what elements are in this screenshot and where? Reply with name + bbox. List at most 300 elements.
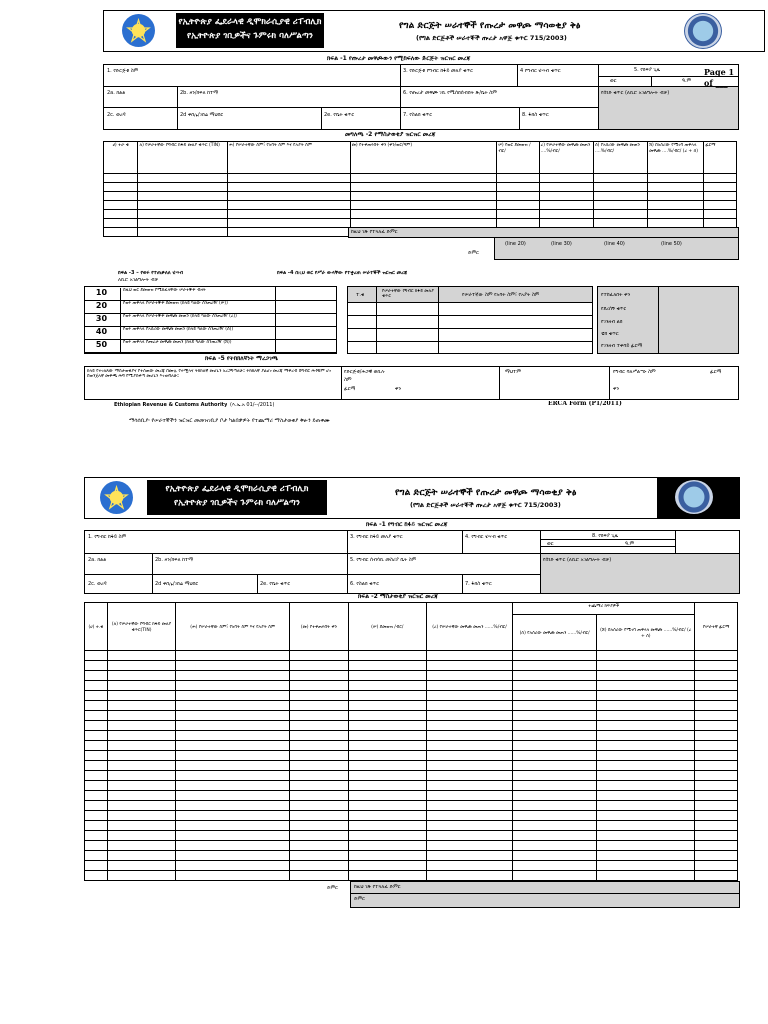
p2-row-cell[interactable] — [426, 651, 512, 661]
p2-row-cell[interactable] — [426, 761, 512, 771]
p2-row-cell[interactable] — [176, 841, 290, 851]
p2-row-cell[interactable] — [348, 821, 426, 831]
p1-row-cell[interactable] — [228, 210, 351, 219]
p2-row-cell[interactable] — [426, 731, 512, 741]
p2-row-cell[interactable] — [85, 761, 108, 771]
p2-row-cell[interactable] — [107, 711, 175, 721]
p1-row-cell[interactable] — [497, 201, 539, 210]
p2-row-cell[interactable] — [176, 861, 290, 871]
p2-row-cell[interactable] — [176, 661, 290, 671]
p2-row-cell[interactable] — [597, 731, 695, 741]
field-phone[interactable]: 7. የስልክ ቁጥር — [403, 112, 433, 118]
agent-date-field[interactable]: ቀን — [395, 386, 401, 392]
p2-row-cell[interactable] — [597, 721, 695, 731]
p2-row-cell[interactable] — [426, 741, 512, 751]
p2-row-cell[interactable] — [513, 711, 597, 721]
p2-row-cell[interactable] — [513, 781, 597, 791]
p2-row-cell[interactable] — [85, 821, 108, 831]
p2-row-cell[interactable] — [695, 671, 738, 681]
p2-row-cell[interactable] — [107, 751, 175, 761]
p2-row-cell[interactable] — [348, 791, 426, 801]
p2-row-cell[interactable] — [426, 701, 512, 711]
p2-row-cell[interactable] — [695, 831, 738, 841]
p2-row-cell[interactable] — [290, 861, 349, 871]
field-year[interactable]: ዓ.ም — [625, 541, 635, 547]
p2-row-cell[interactable] — [85, 691, 108, 701]
p1-row-cell[interactable] — [350, 210, 496, 219]
field-fax[interactable]: 7. ፋክስ ቁጥር — [465, 581, 492, 587]
p1-row-cell[interactable] — [104, 219, 138, 228]
p2-row-cell[interactable] — [176, 711, 290, 721]
p1-row-cell[interactable] — [350, 201, 496, 210]
p2-row-cell[interactable] — [85, 651, 108, 661]
p2-row-cell[interactable] — [426, 801, 512, 811]
p1-row-cell[interactable] — [539, 174, 593, 183]
p2-row-cell[interactable] — [695, 731, 738, 741]
field-tax-account[interactable]: 4 የግብር ሂሣብ ቁጥር — [520, 68, 561, 74]
p1-row-cell[interactable] — [138, 174, 228, 183]
p2-row-cell[interactable] — [348, 781, 426, 791]
p2-row-cell[interactable] — [85, 861, 108, 871]
p1-row-cell[interactable] — [228, 183, 351, 192]
p1-row-cell[interactable] — [593, 174, 647, 183]
p2-row-cell[interactable] — [176, 781, 290, 791]
p1-row-cell[interactable] — [138, 210, 228, 219]
p2-row-cell[interactable] — [426, 781, 512, 791]
p2-row-cell[interactable] — [597, 751, 695, 761]
p2-row-cell[interactable] — [513, 871, 597, 881]
p2-row-cell[interactable] — [290, 751, 349, 761]
p2-row-cell[interactable] — [597, 651, 695, 661]
p1-row-cell[interactable] — [704, 183, 737, 192]
p2-row-cell[interactable] — [426, 771, 512, 781]
p2-row-cell[interactable] — [107, 821, 175, 831]
p2-row-cell[interactable] — [426, 831, 512, 841]
p1-row-cell[interactable] — [539, 192, 593, 201]
p2-row-cell[interactable] — [695, 681, 738, 691]
p2-row-cell[interactable] — [513, 691, 597, 701]
p2-row-cell[interactable] — [695, 661, 738, 671]
p2-row-cell[interactable] — [597, 771, 695, 781]
p2-row-cell[interactable] — [85, 801, 108, 811]
p2-row-cell[interactable] — [85, 741, 108, 751]
p2-row-cell[interactable] — [426, 661, 512, 671]
p2-row-cell[interactable] — [176, 701, 290, 711]
p2-row-cell[interactable] — [695, 771, 738, 781]
p2-row-cell[interactable] — [107, 841, 175, 851]
agent-name-field[interactable]: ስም — [344, 377, 352, 383]
p2-row-cell[interactable] — [695, 811, 738, 821]
p2-row-cell[interactable] — [176, 771, 290, 781]
p1-row-cell[interactable] — [648, 210, 704, 219]
p1-row-cell[interactable] — [648, 192, 704, 201]
p2-row-cell[interactable] — [290, 821, 349, 831]
p2-row-cell[interactable] — [107, 681, 175, 691]
p2-row-cell[interactable] — [426, 851, 512, 861]
field-phone[interactable]: 6. የስልክ ቁጥር — [350, 581, 380, 587]
p2-row-cell[interactable] — [513, 801, 597, 811]
p2-row-cell[interactable] — [348, 721, 426, 731]
p2-row-cell[interactable] — [290, 841, 349, 851]
p1-row-cell[interactable] — [138, 219, 228, 228]
p2-row-cell[interactable] — [85, 721, 108, 731]
p2-row-cell[interactable] — [348, 731, 426, 741]
p2-row-cell[interactable] — [290, 811, 349, 821]
p2-row-cell[interactable] — [695, 861, 738, 871]
summary-line-value[interactable] — [275, 300, 337, 313]
p2-row-cell[interactable] — [597, 831, 695, 841]
p2-row-cell[interactable] — [107, 871, 175, 881]
p2-row-cell[interactable] — [85, 681, 108, 691]
p2-row-cell[interactable] — [290, 731, 349, 741]
p1-row-cell[interactable] — [704, 174, 737, 183]
field-fax[interactable]: 8. ፋክስ ቁጥር — [522, 112, 549, 118]
p2-row-cell[interactable] — [348, 701, 426, 711]
p2-row-cell[interactable] — [695, 761, 738, 771]
summary-line-value[interactable] — [275, 287, 337, 300]
p2-row-cell[interactable] — [695, 801, 738, 811]
p2-row-cell[interactable] — [290, 851, 349, 861]
p2-row-cell[interactable] — [695, 841, 738, 851]
field-woreda[interactable]: 2c. ወረዳ — [88, 581, 107, 587]
p2-row-cell[interactable] — [348, 771, 426, 781]
p2-row-cell[interactable] — [426, 681, 512, 691]
p2-row-cell[interactable] — [290, 831, 349, 841]
p1-row-cell[interactable] — [228, 192, 351, 201]
p2-row-cell[interactable] — [513, 761, 597, 771]
officer-signature-field[interactable]: ፊርማ — [710, 369, 722, 375]
p2-row-cell[interactable] — [597, 691, 695, 701]
p2-row-cell[interactable] — [513, 661, 597, 671]
p2-row-cell[interactable] — [597, 821, 695, 831]
p2-row-cell[interactable] — [176, 851, 290, 861]
p1-row-cell[interactable] — [138, 201, 228, 210]
p2-row-cell[interactable] — [695, 871, 738, 881]
p2-row-cell[interactable] — [107, 741, 175, 751]
p2-row-cell[interactable] — [290, 691, 349, 701]
p1-row-cell[interactable] — [539, 210, 593, 219]
p2-row-cell[interactable] — [176, 681, 290, 691]
p1-row-cell[interactable] — [704, 210, 737, 219]
p2-row-cell[interactable] — [348, 671, 426, 681]
p2-row-cell[interactable] — [513, 821, 597, 831]
p2-row-cell[interactable] — [597, 801, 695, 811]
p2-row-cell[interactable] — [426, 751, 512, 761]
field-kebele[interactable]: 2d ቀበሌ/ገበሬ ማህበር — [180, 112, 224, 118]
p1-row-cell[interactable] — [228, 174, 351, 183]
p2-row-cell[interactable] — [290, 721, 349, 731]
field-house-number[interactable]: 2e. የቤት ቁጥር — [324, 112, 355, 118]
summary-line-value[interactable] — [275, 313, 337, 326]
field-month[interactable]: ወር — [610, 78, 617, 84]
p1-row-cell[interactable] — [104, 201, 138, 210]
p2-row-cell[interactable] — [348, 841, 426, 851]
p2-row-cell[interactable] — [176, 721, 290, 731]
p2-row-cell[interactable] — [695, 781, 738, 791]
p2-row-cell[interactable] — [85, 841, 108, 851]
p1-row-cell[interactable] — [648, 183, 704, 192]
p2-row-cell[interactable] — [348, 651, 426, 661]
p2-row-cell[interactable] — [290, 781, 349, 791]
p2-row-cell[interactable] — [597, 791, 695, 801]
field-company-tin[interactable]: 3. የድርጅቱ የግብር ከፋይ መለያ ቁጥር — [403, 68, 474, 74]
officer-date-field[interactable]: ቀን — [613, 386, 619, 392]
field-region[interactable]: 2a. ክልል — [88, 557, 107, 563]
p2-row-cell[interactable] — [597, 741, 695, 751]
p2-row-cell[interactable] — [426, 811, 512, 821]
p1-row-cell[interactable] — [704, 201, 737, 210]
field-taxpayer-tin[interactable]: 3. የግብር ከፋይ መለያ ቁጥር — [350, 534, 403, 540]
p1-row-cell[interactable] — [138, 183, 228, 192]
p2-row-cell[interactable] — [290, 661, 349, 671]
p2-row-cell[interactable] — [513, 751, 597, 761]
p2-row-cell[interactable] — [426, 871, 512, 881]
p2-row-cell[interactable] — [513, 841, 597, 851]
p2-row-cell[interactable] — [107, 781, 175, 791]
p2-row-cell[interactable] — [597, 681, 695, 691]
p2-row-cell[interactable] — [176, 651, 290, 661]
agent-signature-field[interactable]: ፊርማ — [344, 386, 356, 392]
p2-row-cell[interactable] — [107, 651, 175, 661]
p2-row-cell[interactable] — [85, 831, 108, 841]
p2-row-cell[interactable] — [426, 791, 512, 801]
p2-row-cell[interactable] — [176, 671, 290, 681]
field-collection-office[interactable]: 6. የጡረታ መዋጮ ገቢ የሚሰበሰብበት ጽ/ቤት ስም — [403, 90, 497, 96]
p2-row-cell[interactable] — [85, 791, 108, 801]
p1-row-cell[interactable] — [497, 210, 539, 219]
p2-row-cell[interactable] — [513, 721, 597, 731]
p2-row-cell[interactable] — [85, 781, 108, 791]
field-region[interactable]: 2a. ክልል — [107, 90, 126, 96]
p2-row-cell[interactable] — [176, 761, 290, 771]
p2-row-cell[interactable] — [290, 741, 349, 751]
p2-section2-title: ክፍል -2 ማስታወቂያ ዝርዝር መረጃ — [358, 593, 438, 600]
summary-line-value[interactable] — [275, 326, 337, 339]
p2-row-cell[interactable] — [597, 861, 695, 871]
p2-row-cell[interactable] — [348, 871, 426, 881]
p2-row-cell[interactable] — [107, 701, 175, 711]
p2-row-cell[interactable] — [513, 851, 597, 861]
p2-row-cell[interactable] — [597, 851, 695, 861]
p2-row-cell[interactable] — [176, 821, 290, 831]
p2-row-cell[interactable] — [695, 711, 738, 721]
p2-row-cell[interactable] — [107, 831, 175, 841]
p2-row-cell[interactable] — [348, 741, 426, 751]
p1-row-cell[interactable] — [593, 210, 647, 219]
p2-row-cell[interactable] — [290, 711, 349, 721]
p2-row-cell[interactable] — [176, 751, 290, 761]
p2-row-cell[interactable] — [597, 811, 695, 821]
col-tin: ለ) የሠራተኛው የግብር ከፋይ መለያ ቁጥር (TIN) — [138, 142, 228, 174]
p2-row-cell[interactable] — [426, 691, 512, 701]
p1-row-cell[interactable] — [648, 201, 704, 210]
p2-row-cell[interactable] — [85, 701, 108, 711]
p2-row-cell[interactable] — [107, 861, 175, 871]
field-payment-period[interactable]: 8. የክፍያ ጊዜ — [592, 533, 619, 539]
p2-row-cell[interactable] — [695, 741, 738, 751]
p1-row-cell[interactable] — [539, 183, 593, 192]
p1-row-cell[interactable] — [539, 201, 593, 210]
p2-row-cell[interactable] — [695, 721, 738, 731]
field-zone[interactable]: 2b. ዞን/ክፍለ ከተማ — [155, 557, 194, 563]
p2-row-cell[interactable] — [85, 661, 108, 671]
p1-row-cell[interactable] — [104, 210, 138, 219]
p2-row-cell[interactable] — [85, 671, 108, 681]
field-taxpayer-name[interactable]: 1. የግብር ከፋይ ስም — [88, 534, 127, 540]
p2-row-cell[interactable] — [107, 731, 175, 741]
p2-row-cell[interactable] — [597, 841, 695, 851]
p2-row-cell[interactable] — [695, 791, 738, 801]
p1-row-cell[interactable] — [593, 183, 647, 192]
p2-row-cell[interactable] — [85, 771, 108, 781]
p2-row-cell[interactable] — [85, 731, 108, 741]
p2-row-cell[interactable] — [597, 871, 695, 881]
p1-row-cell[interactable] — [593, 192, 647, 201]
p2-row-cell[interactable] — [513, 861, 597, 871]
p2-row-cell[interactable] — [513, 791, 597, 801]
p2-row-cell[interactable] — [348, 751, 426, 761]
p2-row-cell[interactable] — [107, 671, 175, 681]
p1-row-cell[interactable] — [497, 174, 539, 183]
p1-row-cell[interactable] — [104, 192, 138, 201]
p2-row-cell[interactable] — [107, 771, 175, 781]
p1-row-cell[interactable] — [350, 192, 496, 201]
p2-row-cell[interactable] — [290, 791, 349, 801]
p2-row-cell[interactable] — [426, 841, 512, 851]
p2-row-cell[interactable] — [695, 691, 738, 701]
p2-row-cell[interactable] — [85, 751, 108, 761]
field-woreda[interactable]: 2c. ወረዳ — [107, 112, 126, 118]
p2-row-cell[interactable] — [597, 671, 695, 681]
p2-row-cell[interactable] — [85, 811, 108, 821]
p2-row-cell[interactable] — [290, 681, 349, 691]
p1-row-cell[interactable] — [350, 183, 496, 192]
p2-row-cell[interactable] — [426, 721, 512, 731]
p2-row-cell[interactable] — [85, 711, 108, 721]
p2-row-cell[interactable] — [107, 661, 175, 671]
p2-row-cell[interactable] — [513, 671, 597, 681]
p2-row-cell[interactable] — [107, 801, 175, 811]
p2-row-cell[interactable] — [176, 791, 290, 801]
p2-row-cell[interactable] — [348, 811, 426, 821]
p2-row-cell[interactable] — [426, 821, 512, 831]
p1-row-cell[interactable] — [228, 201, 351, 210]
p1-row-cell[interactable] — [104, 174, 138, 183]
p2-row-cell[interactable] — [107, 811, 175, 821]
p2-row-cell[interactable] — [85, 851, 108, 861]
p1-row-cell[interactable] — [593, 201, 647, 210]
p2-row-cell[interactable] — [348, 711, 426, 721]
p1-row-cell[interactable] — [104, 228, 138, 237]
p2-row-cell[interactable] — [107, 791, 175, 801]
summary-line-value[interactable] — [275, 339, 337, 352]
field-company-name[interactable]: 1. የድርጅቱ ስም — [107, 68, 139, 74]
p2-row-cell[interactable] — [348, 681, 426, 691]
p1-row-cell[interactable] — [704, 192, 737, 201]
p2-row-cell[interactable] — [513, 731, 597, 741]
stamp-field[interactable]: ማህተም — [505, 369, 522, 375]
p2-row-cell[interactable] — [513, 831, 597, 841]
p2-row-cell[interactable] — [290, 651, 349, 661]
officer-name-field[interactable]: የግብር ባለሥልጣኑ ስም — [613, 369, 656, 375]
p2-row-cell[interactable] — [348, 691, 426, 701]
p2-row-cell[interactable] — [695, 651, 738, 661]
p1-row-cell[interactable] — [497, 183, 539, 192]
p2-row-cell[interactable] — [695, 751, 738, 761]
p2-row-cell[interactable] — [597, 701, 695, 711]
p1-row-cell[interactable] — [648, 174, 704, 183]
p2-row-cell[interactable] — [348, 801, 426, 811]
p2-row-cell[interactable] — [426, 861, 512, 871]
p2-row-cell[interactable] — [176, 741, 290, 751]
field-tax-account[interactable]: 4. የግብር ሂሣብ ቁጥር — [465, 534, 508, 540]
p2-row-cell[interactable] — [513, 701, 597, 711]
p1-row-cell[interactable] — [138, 192, 228, 201]
p2-row-cell[interactable] — [597, 761, 695, 771]
p2-row-cell[interactable] — [695, 701, 738, 711]
p2-row-cell[interactable] — [348, 851, 426, 861]
field-year[interactable]: ዓ.ም — [682, 78, 692, 84]
p2-row-cell[interactable] — [107, 721, 175, 731]
p1-row-cell[interactable] — [228, 228, 351, 237]
p2-row-cell[interactable] — [107, 691, 175, 701]
field-house-number[interactable]: 2e. የቤት ቁጥር — [260, 581, 291, 587]
p2-row-cell[interactable] — [85, 871, 108, 881]
p2-row-cell[interactable] — [426, 711, 512, 721]
p2-row-cell[interactable] — [513, 741, 597, 751]
p2-row-cell[interactable] — [513, 681, 597, 691]
p2-row-cell[interactable] — [290, 801, 349, 811]
p2-row-cell[interactable] — [695, 821, 738, 831]
field-zone[interactable]: 2b. ዞን/ክፍለ ከተማ — [180, 90, 219, 96]
p1-row-cell[interactable] — [138, 228, 228, 237]
p2-row-cell[interactable] — [348, 661, 426, 671]
p2-row-cell[interactable] — [176, 801, 290, 811]
p1-row-cell[interactable] — [350, 174, 496, 183]
field-month[interactable]: ወር — [547, 541, 554, 547]
p2-row-cell[interactable] — [176, 871, 290, 881]
p2-row-cell[interactable] — [176, 831, 290, 841]
p2-row-cell[interactable] — [597, 711, 695, 721]
p2-row-cell[interactable] — [290, 701, 349, 711]
p2-row-cell[interactable] — [513, 811, 597, 821]
p2-row-cell[interactable] — [107, 851, 175, 861]
p2-row-cell[interactable] — [290, 761, 349, 771]
p2-row-cell[interactable] — [597, 781, 695, 791]
p2-row-cell[interactable] — [290, 871, 349, 881]
field-collection-office[interactable]: 5. የግብር ሰብሳቢ መስሪያ ቤት ስም — [350, 557, 417, 563]
field-kebele[interactable]: 2d ቀበሌ/ገበሬ ማህበር — [155, 581, 199, 587]
p2-row-cell[interactable] — [597, 661, 695, 671]
p2-row-cell[interactable] — [290, 671, 349, 681]
p2-row-cell[interactable] — [426, 671, 512, 681]
p2-row-cell[interactable] — [695, 851, 738, 861]
p2-row-cell[interactable] — [290, 771, 349, 781]
p2-row-cell[interactable] — [107, 761, 175, 771]
p2-row-cell[interactable] — [176, 731, 290, 741]
p2-row-cell[interactable] — [513, 771, 597, 781]
p2-row-cell[interactable] — [513, 651, 597, 661]
p2-row-cell[interactable] — [176, 691, 290, 701]
p1-row-cell[interactable] — [104, 183, 138, 192]
field-payment-period[interactable]: 5. የክፍያ ጊዜ — [634, 67, 661, 73]
p1-row-cell[interactable] — [228, 219, 351, 228]
p2-row-cell[interactable] — [176, 811, 290, 821]
p2-row-cell[interactable] — [348, 861, 426, 871]
p1-row-cell[interactable] — [497, 192, 539, 201]
p2-row-cell[interactable] — [348, 761, 426, 771]
p2-row-cell[interactable] — [348, 831, 426, 841]
